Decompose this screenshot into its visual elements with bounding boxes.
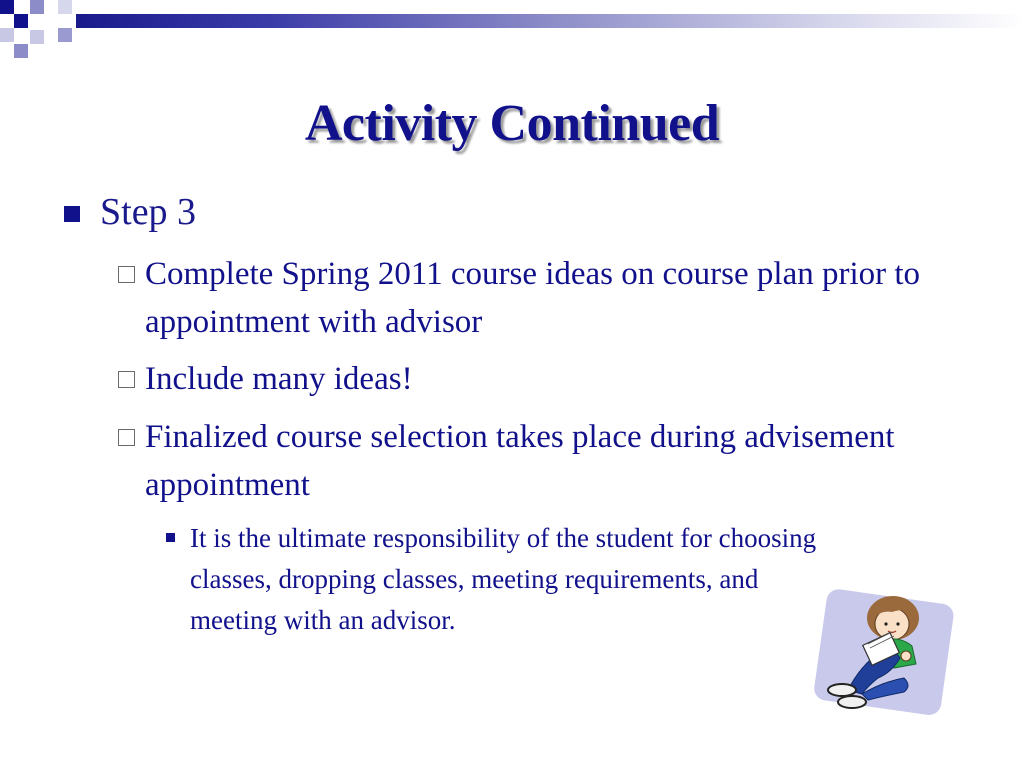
filled-square-icon <box>64 206 80 222</box>
bullet-level3-text: It is the ultimate responsibility of the student for choosing classes, dropping classes, meeting requirements, and meeting with an advisor. <box>190 523 817 635</box>
bullet-level2-text: Complete Spring 2011 course ideas on course plan prior to appointment with advisor <box>145 256 921 340</box>
bullet-level2-text: Include many ideas! <box>145 361 413 397</box>
hollow-square-icon <box>118 371 135 388</box>
slide-title: Activity Continued <box>304 95 720 152</box>
student-reading-clipart <box>808 586 958 716</box>
small-filled-square-icon <box>166 533 175 542</box>
bullet-level1-text: Step 3 <box>100 191 197 233</box>
hollow-square-icon <box>118 266 135 283</box>
hollow-square-icon <box>118 429 135 446</box>
bullet-level2-text: Finalized course selection takes place during advisement appointment <box>145 419 895 503</box>
